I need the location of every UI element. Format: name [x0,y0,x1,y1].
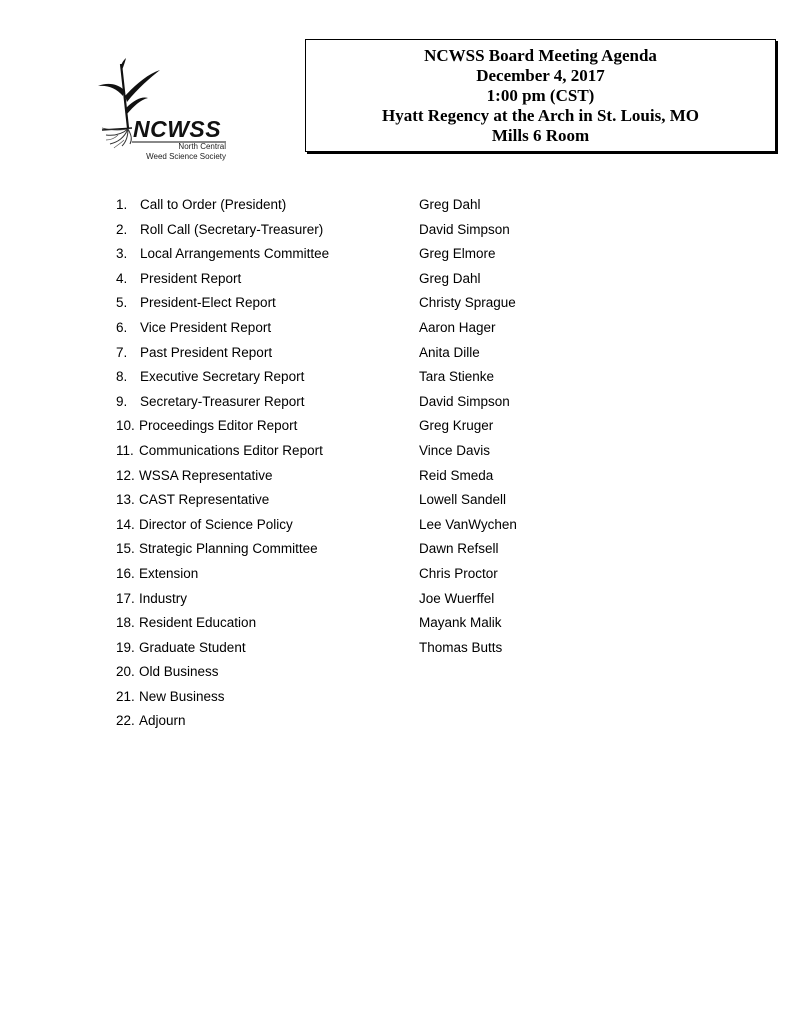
agenda-number: 1. [116,197,128,212]
agenda-row [0,295,791,320]
agenda-item: President-Elect Report [140,295,276,311]
agenda-number: 10. [116,418,135,434]
agenda-presenter: Chris Proctor [419,565,498,581]
agenda-item: Adjourn [139,713,186,729]
agenda-presenter: Vince Davis [419,442,491,458]
agenda-number: 7. [116,344,128,360]
agenda-row [0,615,791,640]
agenda-row [0,541,791,566]
agenda-number: 18. [116,615,135,631]
agenda-row [0,492,791,517]
agenda-presenter: Lee VanWychen [419,516,517,532]
agenda-number: 20. [116,664,135,680]
agenda-row [0,443,791,468]
agenda-number: 13. [116,492,135,508]
agenda-row [0,271,791,296]
agenda-number: 15. [116,541,135,557]
agenda-presenter: Anita Dille [419,344,480,360]
meeting-date: December 4, 2017 [476,65,605,85]
agenda-item: Secretary-Treasurer Report [140,393,305,409]
agenda-row [0,320,791,345]
agenda-row [0,640,791,665]
agenda-item: Old Business [139,664,219,680]
agenda-item: Call to Order (President) [140,197,287,212]
agenda-number: 5. [116,295,128,311]
agenda-row [0,394,791,419]
agenda-item: CAST Representative [139,492,270,508]
agenda-presenter: Christy Sprague [419,295,516,311]
agenda-presenter: David Simpson [419,221,510,237]
agenda-presenter: Lowell Sandell [419,492,507,508]
agenda-item: Roll Call (Secretary-Treasurer) [140,221,324,237]
meeting-time: 1:00 pm (CST) [486,85,595,105]
agenda-row [0,517,791,542]
agenda-number: 12. [116,467,135,483]
logo-subtitle-line1: North Central [178,142,226,151]
meeting-venue: Hyatt Regency at the Arch in St. Louis, MO [381,105,699,125]
agenda-row [0,689,791,714]
meeting-room: Mills 6 Room [491,125,590,145]
agenda-row [0,418,791,443]
agenda-row [0,468,791,493]
agenda-list [0,197,791,738]
agenda-presenter: Dawn Refsell [419,541,499,557]
agenda-item: Director of Science Policy [139,516,293,532]
agenda-number: 11. [116,442,134,458]
agenda-presenter: Reid Smeda [419,467,494,483]
agenda-item: Proceedings Editor Report [139,418,298,434]
agenda-presenter: Aaron Hager [419,319,496,335]
agenda-presenter: Greg Kruger [419,418,494,434]
agenda-presenter: Joe Wuerffel [419,590,495,606]
agenda-row [0,566,791,591]
agenda-number: 6. [116,319,128,335]
agenda-number: 8. [116,369,128,385]
agenda-number: 3. [116,246,128,262]
agenda-row [0,369,791,394]
agenda-row [0,713,791,738]
agenda-item: WSSA Representative [139,467,273,483]
agenda-presenter: Greg Dahl [419,270,481,286]
agenda-row [0,345,791,370]
agenda-item: New Business [139,688,225,704]
agenda-item: Industry [139,590,188,606]
agenda-item: Communications Editor Report [139,442,323,458]
agenda-row [0,222,791,247]
meeting-title: NCWSS Board Meeting Agenda [424,45,657,65]
agenda-presenter: Greg Dahl [419,197,481,212]
agenda-row [0,246,791,271]
logo-wordmark: NCWSS [133,116,222,142]
agenda-number: 9. [116,393,128,409]
agenda-item: Extension [139,565,199,581]
agenda-item: President Report [140,270,242,286]
agenda-item: Resident Education [139,615,257,631]
agenda-presenter: David Simpson [419,393,510,409]
agenda-number: 17. [116,590,135,606]
agenda-item: Vice President Report [140,319,272,335]
meeting-header-box [305,39,776,152]
agenda-row [0,197,791,222]
agenda-item: Graduate Student [139,639,246,655]
agenda-number: 16. [116,565,135,581]
agenda-presenter: Greg Elmore [419,246,496,262]
agenda-presenter: Tara Stienke [419,369,495,385]
ncwss-logo [88,56,238,171]
agenda-item: Local Arrangements Committee [140,246,330,262]
agenda-presenter: Thomas Butts [419,639,503,655]
agenda-number: 2. [116,221,128,237]
agenda-item: Strategic Planning Committee [139,541,318,557]
agenda-number: 14. [116,516,135,532]
agenda-row [0,591,791,616]
logo-subtitle-line2: Weed Science Society [146,152,226,161]
agenda-number: 19. [116,639,135,655]
agenda-presenter: Mayank Malik [419,615,502,631]
agenda-row [0,664,791,689]
agenda-item: Executive Secretary Report [140,369,305,385]
agenda-number: 4. [116,270,128,286]
agenda-item: Past President Report [140,344,273,360]
agenda-number: 21. [116,688,135,704]
agenda-number: 22. [116,713,135,729]
